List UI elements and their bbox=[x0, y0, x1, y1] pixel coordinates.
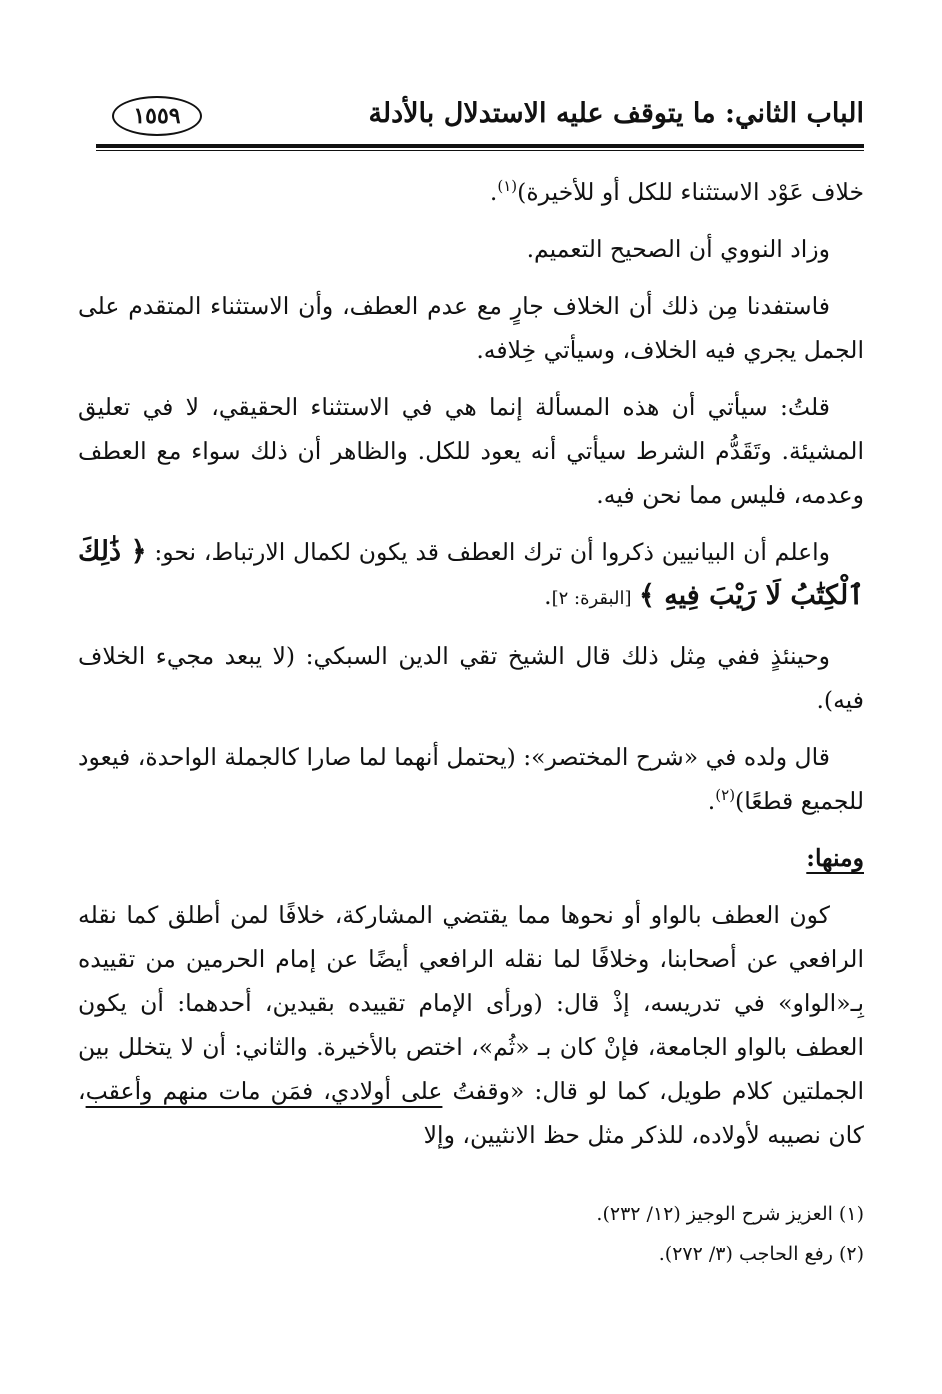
chapter-title: الباب الثاني: ما يتوقف عليه الاستدلال بالأدلة bbox=[368, 98, 864, 129]
paragraph-2: وزاد النووي أن الصحيح التعميم. bbox=[526, 235, 830, 263]
footnote-2: (٢) رفع الحاجب (٣/ ٢٧٢). bbox=[658, 1243, 864, 1265]
paragraph-3: فاستفدنا مِن ذلك أن الخلاف جارٍ مع عدم العطف، وأن الاستثناء المتقدم على الجمل يجري فيه الخلاف، وسيأتي خِلافه. bbox=[78, 292, 864, 364]
paragraph-6: وحينئذٍ ففي مِثل ذلك قال الشيخ تقي الدين السبكي: (لا يبعد مجيء الخلاف فيه). bbox=[78, 642, 864, 714]
footnotes bbox=[78, 1196, 864, 1276]
paragraph-1: خلاف عَوْد الاستثناء للكل أو للأخيرة)$^{(١)}$. bbox=[489, 177, 864, 206]
header-rule-thick bbox=[96, 144, 864, 148]
footnote-1: (١) العزيز شرح الوجيز (١٢/ ٢٣٢). bbox=[596, 1203, 864, 1225]
paragraph-5: واعلم أن البيانيين ذكروا أن ترك العطف قد يكون لكمال الارتباط، نحو: ﴿ ذَٰلِكَ ٱلْكِتَٰبُ لَا رَيْبَ فِيهِ ﴾ [البقرة: ٢]. bbox=[78, 536, 864, 611]
footnote-ref-1[interactable]: (١) bbox=[497, 177, 518, 196]
page-header bbox=[96, 96, 864, 140]
underlined-phrase: على أولادي، فمَن مات منهم وأعقب bbox=[85, 1077, 443, 1105]
header-rule-thin bbox=[96, 150, 864, 151]
paragraph-7: قال ولده في «شرح المختصر»: (يحتمل أنهما لما صارا كالجملة الواحدة، فيعود للجميع قطعًا)$^{(٢)}$. bbox=[78, 743, 864, 815]
section-heading: ومنها: bbox=[806, 844, 864, 872]
page-number: ١٥٥٩ bbox=[112, 96, 202, 136]
footnote-ref-2[interactable]: (٢) bbox=[715, 786, 736, 805]
main-text bbox=[78, 170, 864, 1170]
verse-reference: [البقرة: ٢] bbox=[551, 588, 632, 609]
quran-verse: ﴿ ذَٰلِكَ ٱلْكِتَٰبُ لَا رَيْبَ فِيهِ ﴾ bbox=[78, 536, 864, 611]
paragraph-4: قلتُ: سيأتي أن هذه المسألة إنما هي في الاستثناء الحقيقي، لا في تعليق المشيئة. وتَقَدُّم الشرط سيأتي أنه يعود للكل. والظاهر أن ذلك سواء مع العطف وعدمه، فليس مما نحن فيه. bbox=[78, 393, 864, 509]
paragraph-8: كون العطف بالواو أو نحوها مما يقتضي المشاركة، خلافًا لمن أطلق كما نقله الرافعي عن أصحابنا، وخلافًا لما نقله الرافعي أيضًا عن إمام الحرمين من تقييده بِـ«الواو» في تدريسه، إذْ قال: (ورأى الإمام تقييده بقيدين، أحدهما: أن يكون العطف بالواو الجامعة، فإنْ كان بـ «ثُم»، اختص بالأخيرة. والثاني: أن لا يتخلل بين الجملتين كلام طويل، كما لو قال: «وقفتُ على أولادي، فمَن مات منهم وأعقب، كان نصيبه لأولاده، للذكر مثل حظ الانثيين، وإلا bbox=[78, 901, 864, 1149]
